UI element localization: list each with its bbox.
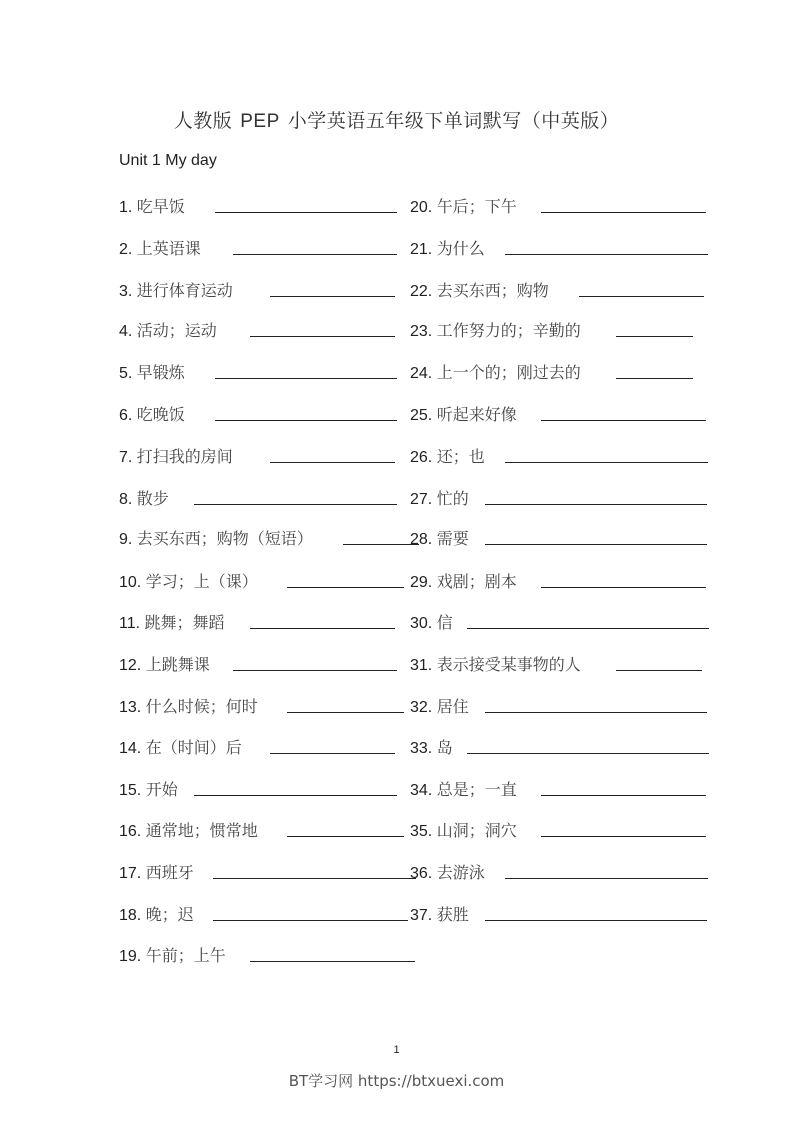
item-chinese-prompt: 开始 xyxy=(145,782,178,799)
item-number: 17. xyxy=(119,865,142,882)
item-chinese-prompt: 戏剧；剧本 xyxy=(436,574,517,591)
answer-blank[interactable] xyxy=(541,795,706,796)
item-number: 33. xyxy=(410,740,433,757)
item-chinese-prompt: 工作努力的；辛勤的 xyxy=(436,323,581,340)
answer-blank[interactable] xyxy=(485,504,707,505)
title-latin: PEP xyxy=(240,111,280,132)
answer-blank[interactable] xyxy=(215,212,397,213)
item-chinese-prompt: 获胜 xyxy=(436,907,469,924)
item-number: 30. xyxy=(410,615,433,632)
list-item xyxy=(119,236,201,260)
item-number: 21. xyxy=(410,241,433,258)
item-number: 13. xyxy=(119,699,142,716)
list-item xyxy=(119,278,233,302)
item-number: 28. xyxy=(410,531,433,548)
list-item xyxy=(119,777,178,801)
list-item xyxy=(410,236,485,260)
list-item xyxy=(410,278,549,302)
answer-blank[interactable] xyxy=(287,712,404,713)
answer-blank[interactable] xyxy=(485,712,707,713)
item-number: 20. xyxy=(410,199,433,216)
item-number: 36. xyxy=(410,865,433,882)
list-item xyxy=(410,402,517,426)
answer-blank[interactable] xyxy=(270,462,395,463)
list-item xyxy=(119,569,258,593)
answer-blank[interactable] xyxy=(233,254,397,255)
list-item xyxy=(410,360,581,384)
list-item xyxy=(410,777,517,801)
list-item xyxy=(410,902,469,926)
list-item xyxy=(410,610,453,634)
answer-blank[interactable] xyxy=(215,378,397,379)
list-item xyxy=(410,486,469,510)
answer-blank[interactable] xyxy=(467,628,709,629)
list-item xyxy=(119,818,258,842)
item-number: 9. xyxy=(119,531,133,548)
item-number: 16. xyxy=(119,823,142,840)
answer-blank[interactable] xyxy=(287,587,404,588)
answer-blank[interactable] xyxy=(505,254,708,255)
answer-blank[interactable] xyxy=(616,336,693,337)
item-chinese-prompt: 学习；上（课） xyxy=(145,574,258,591)
item-number: 27. xyxy=(410,491,433,508)
item-number: 8. xyxy=(119,491,133,508)
item-number: 15. xyxy=(119,782,142,799)
answer-blank[interactable] xyxy=(467,753,709,754)
item-chinese-prompt: 听起来好像 xyxy=(436,407,517,424)
item-number: 7. xyxy=(119,449,133,466)
answer-blank[interactable] xyxy=(541,587,706,588)
item-number: 25. xyxy=(410,407,433,424)
page-title xyxy=(0,106,793,133)
item-number: 35. xyxy=(410,823,433,840)
list-item xyxy=(119,652,210,676)
list-item xyxy=(119,902,194,926)
page-number: 1 xyxy=(393,1044,400,1056)
item-number: 24. xyxy=(410,365,433,382)
answer-blank[interactable] xyxy=(541,420,706,421)
answer-blank[interactable] xyxy=(579,296,704,297)
list-item xyxy=(119,526,313,550)
item-chinese-prompt: 去买东西；购物 xyxy=(436,283,549,300)
item-chinese-prompt: 散步 xyxy=(136,491,169,508)
item-number: 3. xyxy=(119,283,133,300)
answer-blank[interactable] xyxy=(194,795,397,796)
unit-heading: Unit 1 My day xyxy=(119,152,217,169)
item-chinese-prompt: 跳舞；舞蹈 xyxy=(144,615,225,632)
answer-blank[interactable] xyxy=(270,753,395,754)
item-number: 37. xyxy=(410,907,433,924)
answer-blank[interactable] xyxy=(215,420,397,421)
item-chinese-prompt: 山洞；洞穴 xyxy=(436,823,517,840)
item-chinese-prompt: 活动；运动 xyxy=(136,323,217,340)
list-item xyxy=(119,610,225,634)
answer-blank[interactable] xyxy=(250,628,395,629)
list-item xyxy=(119,486,169,510)
item-chinese-prompt: 表示接受某事物的人 xyxy=(436,657,581,674)
item-chinese-prompt: 需要 xyxy=(436,531,469,548)
answer-blank[interactable] xyxy=(505,878,708,879)
answer-blank[interactable] xyxy=(505,462,708,463)
list-item xyxy=(410,444,485,468)
item-chinese-prompt: 去买东西；购物（短语） xyxy=(136,531,313,548)
item-chinese-prompt: 早锻炼 xyxy=(136,365,185,382)
item-chinese-prompt: 上英语课 xyxy=(136,241,201,258)
answer-blank[interactable] xyxy=(233,670,397,671)
item-number: 1. xyxy=(119,199,133,216)
list-item xyxy=(119,943,226,967)
list-item xyxy=(119,735,242,759)
item-chinese-prompt: 吃晚饭 xyxy=(136,407,185,424)
item-chinese-prompt: 西班牙 xyxy=(145,865,194,882)
list-item xyxy=(410,694,469,718)
answer-blank[interactable] xyxy=(485,544,707,545)
list-item xyxy=(410,735,453,759)
item-number: 22. xyxy=(410,283,433,300)
list-item xyxy=(119,318,217,342)
item-chinese-prompt: 总是；一直 xyxy=(436,782,517,799)
item-chinese-prompt: 上一个的；刚过去的 xyxy=(436,365,581,382)
list-item xyxy=(410,818,517,842)
item-number: 5. xyxy=(119,365,133,382)
item-number: 14. xyxy=(119,740,142,757)
list-item xyxy=(119,860,194,884)
list-item xyxy=(410,860,485,884)
answer-blank[interactable] xyxy=(287,836,404,837)
list-item xyxy=(410,652,581,676)
list-item xyxy=(119,360,185,384)
list-item xyxy=(119,402,185,426)
item-chinese-prompt: 为什么 xyxy=(436,241,485,258)
item-chinese-prompt: 忙的 xyxy=(436,491,469,508)
item-chinese-prompt: 什么时候；何时 xyxy=(145,699,258,716)
list-item xyxy=(410,194,517,218)
item-number: 18. xyxy=(119,907,142,924)
footer-watermark: BT学习网 https://btxuexi.com xyxy=(288,1072,505,1090)
item-chinese-prompt: 通常地；惯常地 xyxy=(145,823,258,840)
item-number: 2. xyxy=(119,241,133,258)
title-suffix: 小学英语五年级下单词默写（中英版） xyxy=(287,111,620,132)
answer-blank[interactable] xyxy=(250,336,395,337)
item-chinese-prompt: 还；也 xyxy=(436,449,485,466)
item-chinese-prompt: 吃早饭 xyxy=(136,199,185,216)
answer-blank[interactable] xyxy=(616,670,702,671)
item-chinese-prompt: 上跳舞课 xyxy=(145,657,210,674)
answer-blank[interactable] xyxy=(541,836,706,837)
answer-blank[interactable] xyxy=(541,212,706,213)
item-chinese-prompt: 在（时间）后 xyxy=(145,740,242,757)
answer-blank[interactable] xyxy=(194,504,397,505)
answer-blank[interactable] xyxy=(343,544,419,545)
item-chinese-prompt: 去游泳 xyxy=(436,865,485,882)
item-number: 23. xyxy=(410,323,433,340)
item-number: 31. xyxy=(410,657,433,674)
item-number: 19. xyxy=(119,948,142,965)
item-number: 32. xyxy=(410,699,433,716)
list-item xyxy=(119,444,233,468)
answer-blank[interactable] xyxy=(213,920,408,921)
item-chinese-prompt: 晚；迟 xyxy=(145,907,194,924)
title-prefix: 人教版 xyxy=(173,111,233,132)
item-chinese-prompt: 信 xyxy=(436,615,453,632)
item-chinese-prompt: 午前；上午 xyxy=(145,948,226,965)
list-item xyxy=(410,526,469,550)
item-chinese-prompt: 打扫我的房间 xyxy=(136,449,233,466)
list-item xyxy=(119,694,258,718)
list-item xyxy=(119,194,185,218)
item-number: 26. xyxy=(410,449,433,466)
item-chinese-prompt: 岛 xyxy=(436,740,453,757)
item-chinese-prompt: 进行体育运动 xyxy=(136,283,233,300)
item-chinese-prompt: 居住 xyxy=(436,699,469,716)
item-number: 29. xyxy=(410,574,433,591)
item-number: 34. xyxy=(410,782,433,799)
answer-blank[interactable] xyxy=(616,378,693,379)
item-number: 11. xyxy=(119,615,141,632)
answer-blank[interactable] xyxy=(485,920,707,921)
item-number: 6. xyxy=(119,407,133,424)
answer-blank[interactable] xyxy=(270,296,395,297)
list-item xyxy=(410,318,581,342)
item-chinese-prompt: 午后；下午 xyxy=(436,199,517,216)
item-number: 12. xyxy=(119,657,142,674)
item-number: 10. xyxy=(119,574,142,591)
answer-blank[interactable] xyxy=(213,878,416,879)
item-number: 4. xyxy=(119,323,133,340)
answer-blank[interactable] xyxy=(250,961,415,962)
list-item xyxy=(410,569,517,593)
